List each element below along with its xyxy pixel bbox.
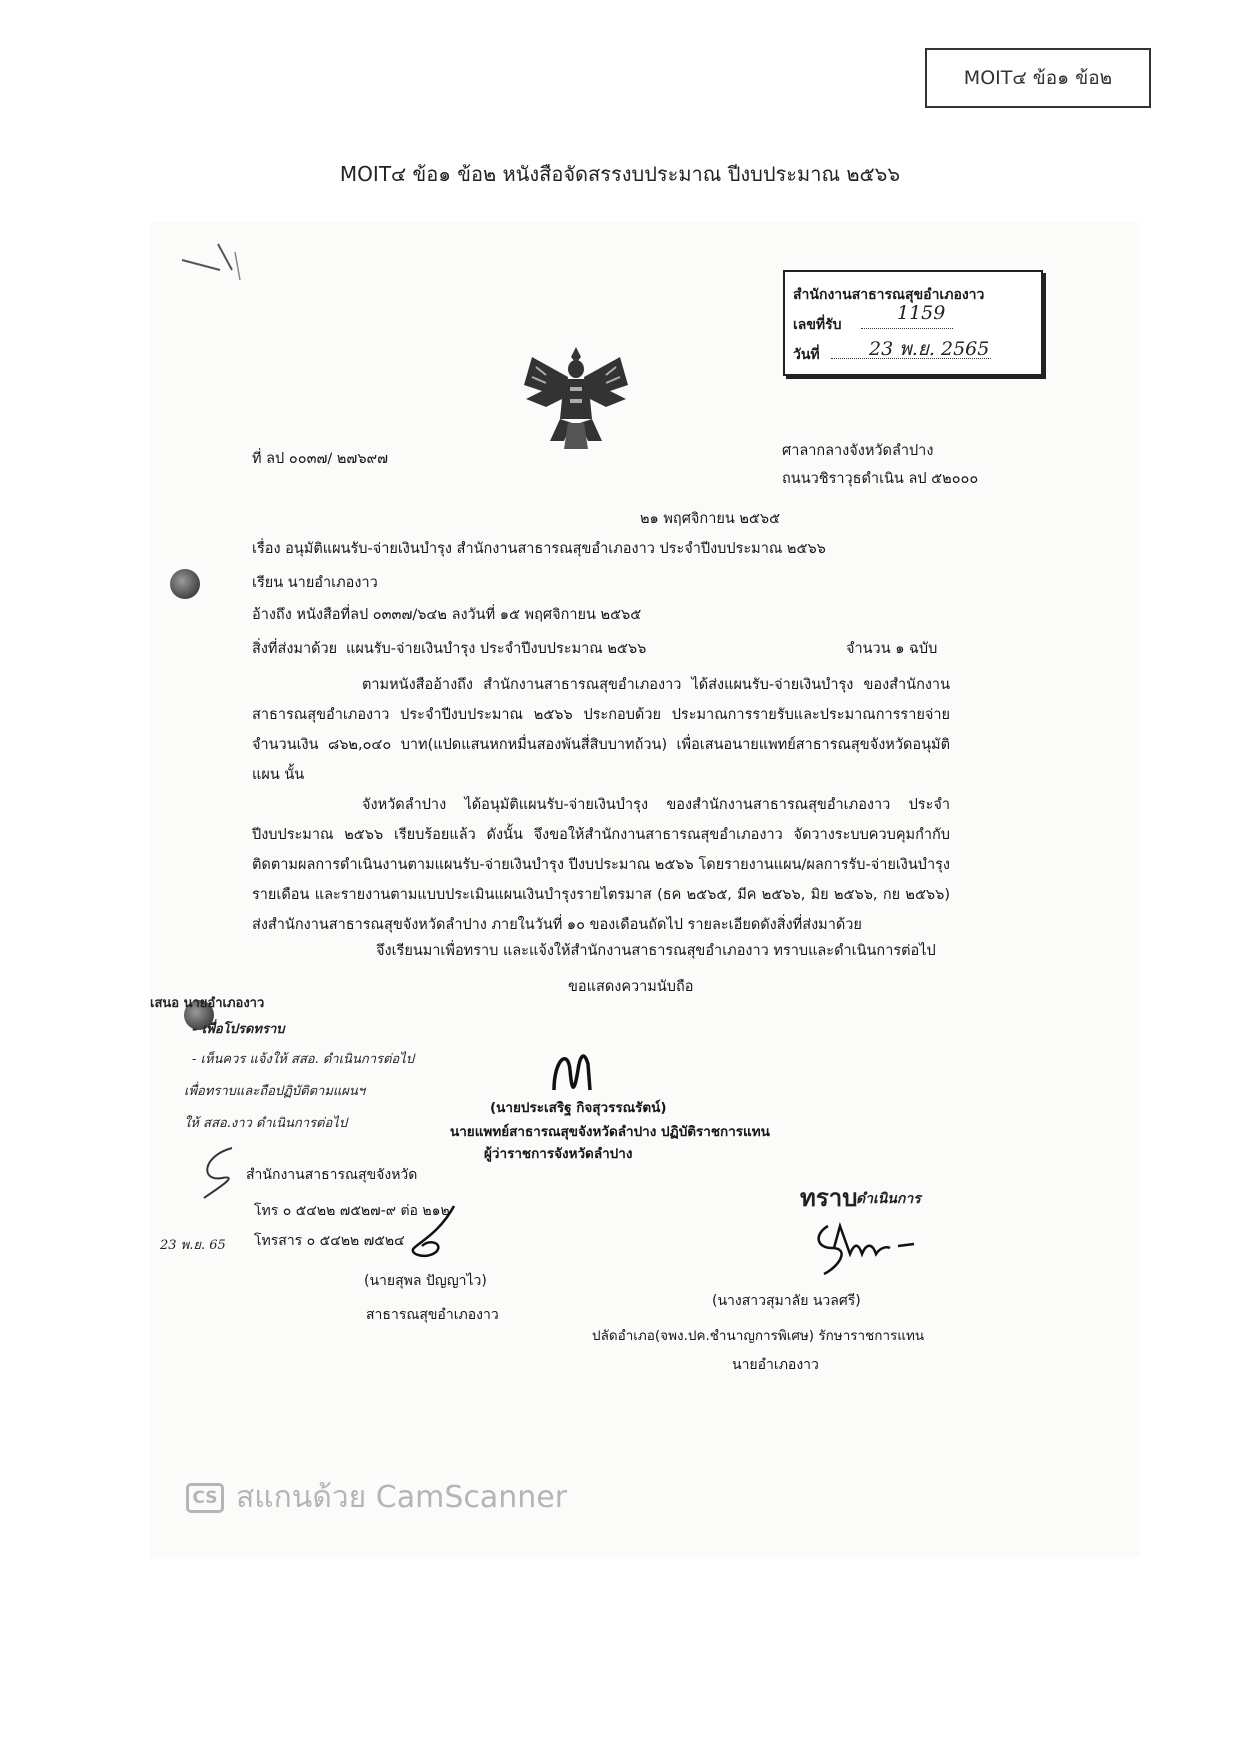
punch-hole-top (170, 569, 200, 599)
approval-word-2: ดำเนินการ (856, 1191, 921, 1207)
approval-word: ทราบ (800, 1183, 858, 1212)
sender-address-line1: ศาลากลางจังหวัดลำปาง (782, 443, 934, 459)
memo-line-4: ให้ สสอ.งาว ดำเนินการต่อไป (184, 1116, 348, 1131)
salutation: ขอแสดงความนับถือ (568, 979, 694, 995)
stamp-received-no: 1159 (897, 302, 946, 324)
camscanner-logo-icon: CS (186, 1483, 224, 1513)
enclosure-count: จำนวน ๑ ฉบับ (846, 641, 938, 657)
memo-line-3: เพื่อทราบและถือปฏิบัติตามแผนฯ (184, 1084, 366, 1099)
office-phone: โทร ๐ ๕๔๒๒ ๗๕๒๗-๙ ต่อ ๒๑๒ (254, 1203, 450, 1219)
signer-name: (นายประเสริฐ กิจสุวรรณรัตน์) (490, 1100, 667, 1116)
stamp-date-label: วันที่ (793, 347, 820, 363)
district-officer-name: (นางสาวสุมาลัย นวลศรี) (712, 1293, 861, 1309)
office-name: สำนักงานสาธารณสุขจังหวัด (246, 1167, 418, 1183)
reference-number: ที่ ลป ๐๐๓๗/ ๒๗๖๙๗ (252, 451, 389, 467)
stamp-received-label: เลขที่รับ (793, 317, 842, 333)
letter-date: ๒๑ พฤศจิกายน ๒๕๖๕ (640, 511, 781, 527)
body-paragraph-2: จังหวัดลำปาง ได้อนุมัติแผนรับ-จ่ายเงินบำรุง ของสำนักงานสาธารณสุขอำเภองาว ประจำปีงบประมาณ ๒๕๖๖ เรียบร้อยแล้ว ดังนั้น จึงขอให้สำนักงานสาธารณสุขอำเภองาว จัดวางระบบควบคุมกำกับติดตามผลการดำเนินงานตามแผนรับ-จ่ายเงินบำรุง ปีงบประมาณ ๒๕๖๖ โดยรายงานแผน/ผลการรับ-จ่ายเงินบำรุงรายเดือน และรายงานตามแบบประเมินแผนเงินบำรุงรายไตรมาส (ธค ๒๕๖๕, มีค ๒๕๖๖, มิย ๒๕๖๖, กย ๒๕๖๖) ส่งสำนักงานสาธารณสุขจังหวัดลำปาง ภายในวันที่ ๑๐ ของเดือนถัดไป รายละเอียดดังสิ่งที่ส่งมาด้วย (252, 797, 950, 933)
contact-scribble (192, 1142, 252, 1202)
letter-reference: อ้างถึง หนังสือที่ลป ๐๓๓๗/๖๔๒ ลงวันที่ ๑๕ พฤศจิกายน ๒๕๖๕ (252, 607, 642, 623)
memo-date: 23 พ.ย. 65 (160, 1238, 226, 1253)
officer-title: สาธารณสุขอำเภองาว (366, 1307, 499, 1323)
corner-label: MOIT๔ ข้อ๑ ข้อ๒ (925, 48, 1151, 108)
receipt-stamp (783, 270, 1043, 376)
scanned-letter (150, 222, 1140, 1557)
officer-signature (400, 1202, 470, 1266)
provincial-signature (548, 1040, 608, 1096)
stamp-date-value: 23 พ.ย. 2565 (869, 338, 990, 360)
district-officer-title-1: ปลัดอำเภอ(จพง.ปค.ชำนาญการพิเศษ) รักษาราชการแทน (592, 1328, 925, 1344)
sender-address-line2: ถนนวชิราวุธดำเนิน ลป ๕๒๐๐๐ (782, 471, 979, 487)
garuda-emblem-icon (512, 337, 640, 457)
signer-title-2: ผู้ว่าราชการจังหวัดลำปาง (484, 1146, 633, 1162)
letter-recipient: เรียน นายอำเภองาว (252, 575, 378, 591)
watermark-text: สแกนด้วย CamScanner (236, 1480, 568, 1515)
memo-line-2: - เห็นควร แจ้งให้ สสอ. ดำเนินการต่อไป (192, 1052, 415, 1067)
district-officer-title-2: นายอำเภองาว (732, 1357, 819, 1373)
memo-line-1: - เพื่อโปรดทราบ (192, 1022, 285, 1037)
officer-name: (นายสุพล ปัญญาไว) (364, 1273, 487, 1289)
closing-paragraph: จึงเรียนมาเพื่อทราบ และแจ้งให้สำนักงานสาธารณสุขอำเภองาว ทราบและดำเนินการต่อไป (376, 943, 936, 959)
office-fax: โทรสาร ๐ ๕๔๒๒ ๗๕๒๔ (254, 1233, 405, 1249)
memo-header: เสนอ นายอำเภองาว (150, 996, 265, 1011)
enclosure-label: สิ่งที่ส่งมาด้วย (252, 641, 338, 657)
signer-title-1: นายแพทย์สาธารณสุขจังหวัดลำปาง ปฏิบัติราชการแทน (450, 1124, 770, 1140)
enclosure-text: แผนรับ-จ่ายเงินบำรุง ประจำปีงบประมาณ ๒๕๖๖ (346, 641, 647, 657)
stamp-office: สำนักงานสาธารณสุขอำเภองาว (793, 287, 985, 303)
letter-subject: เรื่อง อนุมัติแผนรับ-จ่ายเงินบำรุง สำนักงานสาธารณสุขอำเภองาว ประจำปีงบประมาณ ๒๕๖๖ (252, 541, 826, 557)
body-paragraph-1: ตามหนังสืออ้างถึง สำนักงานสาธารณสุขอำเภองาว ได้ส่งแผนรับ-จ่ายเงินบำรุง ของสำนักงานสาธารณสุขอำเภองาว ประจำปีงบประมาณ ๒๕๖๖ ประกอบด้วย ประมาณการรายรับและประมาณการรายจ่าย จำนวนเงิน ๘๖๒,๐๔๐ บาท(แปดแสนหกหมื่นสองพันสี่สิบบาทถ้วน) เพื่อเสนอนายแพทย์สาธารณสุขจังหวัดอนุมัติแผน นั้น (252, 677, 950, 783)
district-signature (810, 1214, 920, 1284)
page-heading: MOIT๔ ข้อ๑ ข้อ๒ หนังสือจัดสรรงบประมาณ ปีงบประมาณ ๒๕๖๖ (339, 162, 901, 186)
camscanner-watermark (186, 1474, 567, 1521)
corner-pen-marks (180, 240, 250, 290)
